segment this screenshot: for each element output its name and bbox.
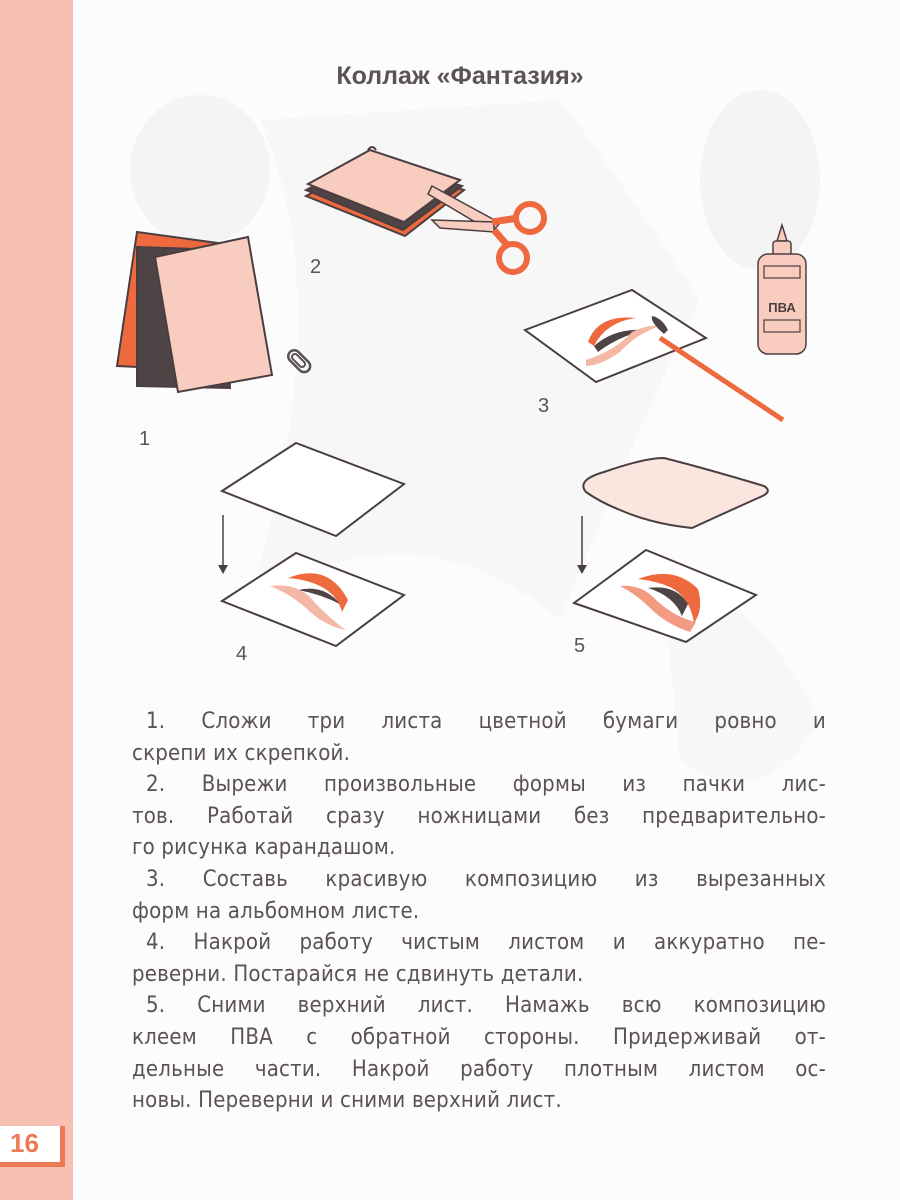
instruction-step-1 [132, 706, 826, 769]
glue-bottle-icon [758, 225, 806, 354]
arrow-down-icon [218, 515, 228, 574]
composition-sheet-icon [222, 553, 404, 646]
composition-sheet-icon [574, 550, 756, 642]
instruction-step-5 [132, 990, 826, 1116]
step-label-1: 1 [139, 428, 151, 450]
step-label-2: 2 [310, 256, 322, 278]
step-label-5: 5 [574, 635, 586, 657]
instruction-line: 2. Вырежи произвольные формы из пачки лис- [146, 772, 826, 798]
instruction-line: 5. Сними верхний лист. Намажь всю композицию [146, 993, 826, 1019]
instruction-line: 1. Сложи три листа цветной бумаги ровно и [146, 709, 826, 734]
paper-stack-icon [117, 232, 272, 392]
instruction-line: скрепи их скрепкой. [132, 740, 351, 766]
clean-sheet-icon [222, 443, 404, 536]
instruction-line: новы. Переверни и сними верхний лист. [132, 1088, 562, 1114]
instruction-line: го рисунка карандашом. [132, 835, 396, 861]
arrow-down-icon [577, 516, 587, 574]
instructions-list [132, 706, 826, 1117]
glue-label: ПВА [768, 300, 796, 315]
instruction-line: форм на альбомном листе. [132, 898, 420, 924]
step-label-4: 4 [236, 643, 248, 665]
instruction-line: тов. Работай сразу ножницами без предварительно- [132, 803, 826, 829]
scissors-icon [428, 186, 544, 272]
page-title: Коллаж «Фантазия» [336, 62, 584, 90]
thick-base-sheet-icon [583, 458, 767, 528]
composition-sheet-icon [525, 290, 706, 382]
instruction-step-3 [132, 864, 826, 927]
instruction-step-4 [132, 927, 826, 990]
instruction-line: 3. Составь красивую композицию из вырезанных [146, 866, 826, 892]
instruction-line: дельные части. Накрой работу плотным листом ос- [132, 1056, 826, 1082]
paperclip-icon [286, 348, 313, 375]
instruction-step-2 [132, 769, 826, 864]
instruction-line: 4. Накрой работу чистым листом и аккуратно пе- [146, 930, 826, 956]
step-label-3: 3 [538, 395, 550, 417]
instruction-line: клеем ПВА с обратной стороны. Придерживай от- [132, 1024, 826, 1050]
instruction-line: реверни. Постарайся не сдвинуть детали. [132, 961, 584, 987]
page-number: 16 [10, 1128, 39, 1158]
